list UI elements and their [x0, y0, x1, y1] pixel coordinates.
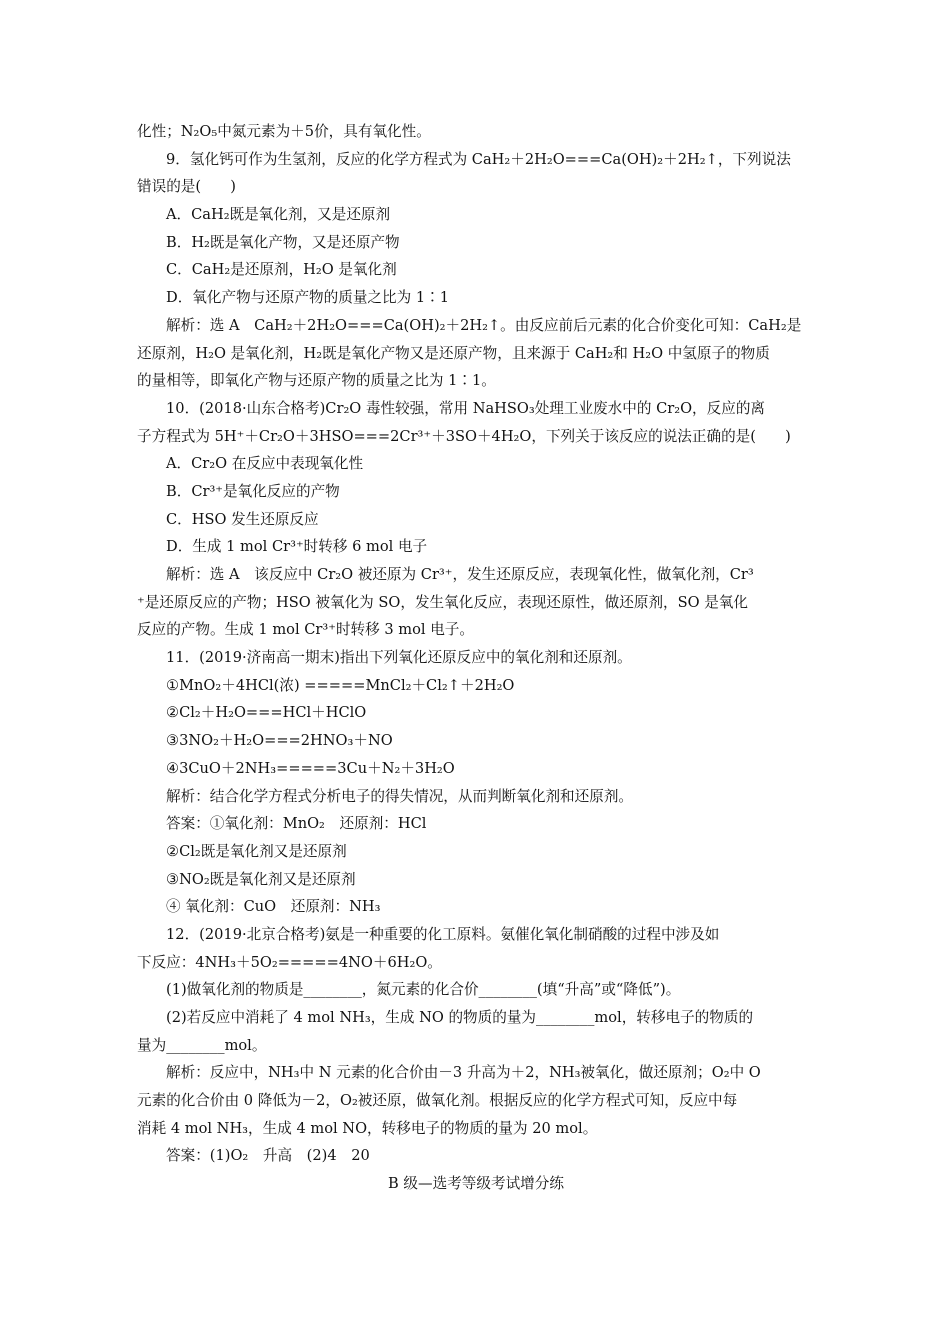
equation-1: ①MnO₂＋4HCl(浓) =====MnCl₂＋Cl₂↑＋2H₂O	[166, 676, 515, 694]
answer-line: ②Cl₂既是氧化剂又是还原剂	[166, 842, 347, 860]
question-10-option-b: B．Cr³⁺是氧化反应的产物	[166, 482, 340, 500]
question-9-analysis: 解析：选 A CaH₂＋2H₂O===Ca(OH)₂＋2H₂↑。由反应前后元素的化合价变化可知：CaH₂是	[166, 316, 802, 334]
question-11-answer: 答案：①氧化剂：MnO₂ 还原剂：HCl	[166, 815, 427, 833]
question-12-answer: 答案：(1)O₂ 升高 (2)4 20	[166, 1147, 370, 1165]
question-10-stem: 10．(2018·山东合格考)Cr₂O 毒性较强，常用 NaHSO₃处理工业废水中的 Cr₂O，反应的离	[166, 399, 766, 417]
question-9-stem: 9．氢化钙可作为生氢剂，反应的化学方程式为 CaH₂＋2H₂O===Ca(OH)₂＋2H₂↑，下列说法	[166, 150, 791, 168]
text-line: 反应的产物。生成 1 mol Cr³⁺时转移 3 mol 电子。	[137, 621, 474, 639]
question-12-stem: 12．(2019·北京合格考)氨是一种重要的化工原料。氨催化氧化制硝酸的过程中涉及如	[166, 925, 720, 943]
text-line: 错误的是( )	[137, 178, 236, 196]
question-9-option-a: A．CaH₂既是氧化剂，又是还原剂	[166, 206, 391, 224]
text-line: 元素的化合价由 0 降低为－2，O₂被还原，做氧化剂。根据反应的化学方程式可知，反应中每	[137, 1092, 738, 1110]
text-line: 子方程式为 5H⁺＋Cr₂O＋3HSO===2Cr³⁺＋3SO＋4H₂O，下列关于该反应的说法正确的是( )	[137, 427, 791, 445]
answer-line: ③NO₂既是氧化剂又是还原剂	[166, 870, 356, 888]
text-line: 的量相等，即氧化产物与还原产物的质量之比为 1∶1。	[137, 372, 496, 390]
question-10-option-d: D．生成 1 mol Cr³⁺时转移 6 mol 电子	[166, 538, 428, 556]
question-12-part-2: (2)若反应中消耗了 4 mol NH₃，生成 NO 的物质的量为________mol，转移电子的物质的	[166, 1009, 754, 1026]
question-9-option-b: B．H₂既是氧化产物，又是还原产物	[166, 233, 400, 251]
text-line: 量为________mol。	[137, 1036, 267, 1054]
text-line: 化性；N₂O₅中氮元素为＋5价，具有氧化性。	[137, 123, 431, 140]
section-heading: B 级—选考等级考试增分练	[388, 1175, 564, 1193]
question-12-analysis: 解析：反应中，NH₃中 N 元素的化合价由－3 升高为＋2，NH₃被氧化，做还原剂；O₂中 O	[166, 1064, 761, 1082]
answer-line: ④ 氧化剂：CuO 还原剂：NH₃	[166, 898, 381, 916]
question-12-part-1: (1)做氧化剂的物质是________，氮元素的化合价________(填“升高”或“降低”)。	[166, 981, 681, 999]
question-10-option-a: A．Cr₂O 在反应中表现氧化性	[166, 455, 364, 473]
text-line: ⁺是还原反应的产物；HSO 被氧化为 SO，发生氧化反应，表现还原性，做还原剂，SO 是氧化	[137, 593, 749, 611]
question-9-option-d: D．氧化产物与还原产物的质量之比为 1∶1	[166, 289, 450, 307]
equation-4: ④3CuO＋2NH₃=====3Cu＋N₂＋3H₂O	[166, 759, 455, 777]
equation-3: ③3NO₂＋H₂O===2HNO₃＋NO	[166, 732, 393, 750]
question-11-analysis: 解析：结合化学方程式分析电子的得失情况，从而判断氧化剂和还原剂。	[166, 787, 634, 805]
text-line: 还原剂，H₂O 是氧化剂，H₂既是氧化产物又是还原产物，且来源于 CaH₂和 H₂O 中氢原子的物质	[137, 344, 770, 362]
question-9-option-c: C．CaH₂是还原剂，H₂O 是氧化剂	[166, 261, 397, 279]
document-body	[137, 118, 815, 1198]
text-line: 消耗 4 mol NH₃，生成 4 mol NO，转移电子的物质的量为 20 mol。	[137, 1119, 598, 1137]
question-10-option-c: C．HSO 发生还原反应	[166, 510, 319, 528]
equation-2: ②Cl₂＋H₂O===HCl＋HClO	[166, 704, 367, 722]
question-10-analysis: 解析：选 A 该反应中 Cr₂O 被还原为 Cr³⁺，发生还原反应，表现氧化性，做氧化剂，Cr³	[166, 566, 754, 583]
text-line: 下反应：4NH₃＋5O₂=====4NO＋6H₂O。	[137, 953, 442, 971]
question-11-stem: 11．(2019·济南高一期末)指出下列氧化还原反应中的氧化剂和还原剂。	[166, 649, 632, 667]
